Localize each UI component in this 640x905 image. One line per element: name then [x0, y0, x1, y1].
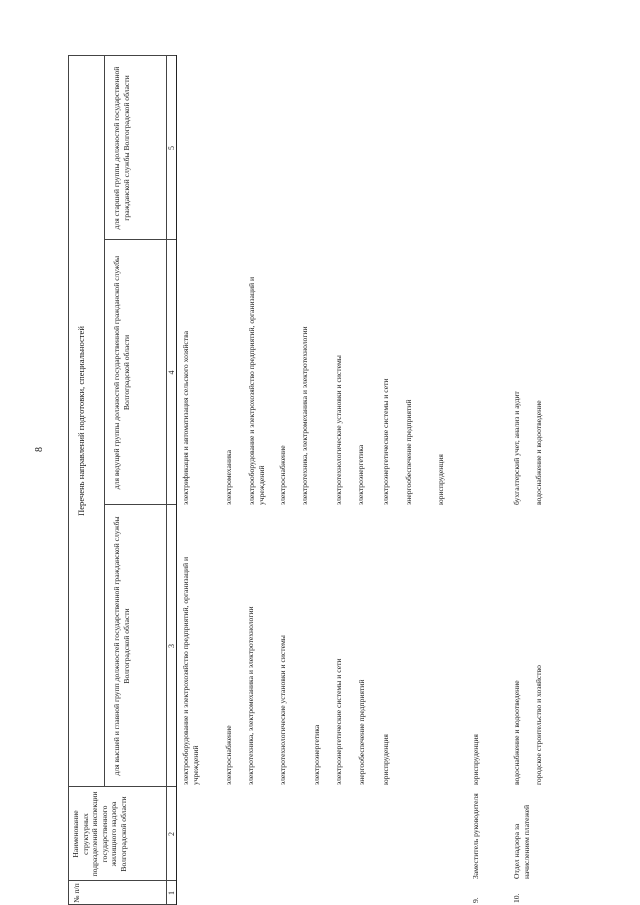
header-group-title: Перечень направлений подготовки, специальностей [76, 326, 86, 516]
list-item: электрооборудование и электрохозяйство предприятий, организаций и учреждений [181, 556, 200, 785]
row-10-specialty: водоснабжение и водоотведение [534, 400, 543, 505]
col-number-4: 4 [167, 370, 176, 375]
list-item: электромеханика [224, 450, 233, 505]
list-item: электротехника, электромеханика и электротехнологии [246, 606, 255, 785]
col-line-2 [68, 786, 176, 787]
row-10-name: Отдел надзора за начислением платежей [512, 804, 531, 879]
list-item: электроэнергетика [356, 444, 365, 505]
list-item: энергообеспечение предприятий [404, 399, 413, 505]
page-number: 8 [34, 447, 45, 452]
list-item: юриспруденция [381, 734, 390, 785]
col-number-1: 1 [167, 891, 176, 895]
list-item: электротехника, электромеханика и электротехнологии [300, 326, 309, 505]
column-numbers-line [176, 55, 177, 905]
col-line-5 [68, 55, 176, 56]
col-line-4 [104, 239, 176, 240]
list-item: электротехнологические установки и системы [278, 635, 287, 785]
list-item: электрооборудование и электрохозяйство предприятий, организаций и учреждений [247, 276, 266, 505]
row-10-specialty: бухгалтерский учет, анализ и аудит [512, 391, 521, 505]
row-10-specialty: городское строительство и хозяйство [534, 665, 543, 785]
row-9-number: 9. [471, 897, 480, 903]
row-10-number: 10. [512, 893, 521, 903]
specialties-table [66, 55, 546, 905]
header-senior-groups: для высшей и главной групп должностей государственной гражданской службы Волгоградской области [112, 516, 131, 776]
list-item: электроэнергетика [312, 724, 321, 785]
header-leading-group: для ведущей группы должностей государственной гражданской службы Волгоградской области [112, 255, 131, 490]
header-older-group: для старшей группы должностей государственной гражданской службы Волгоградской области [112, 66, 131, 230]
list-item: юриспруденция [436, 454, 445, 505]
list-item: электроснабжение [278, 445, 287, 505]
list-item: электроэнергетические системы и сети [334, 658, 343, 785]
row-10-specialty: водоснабжение и водоотведение [512, 680, 521, 785]
col-line-3 [104, 504, 176, 505]
list-item: электротехнологические установки и системы [334, 355, 343, 505]
table-top-line [68, 55, 69, 905]
group-header-line [104, 55, 105, 787]
header-num: № п/п [72, 883, 81, 903]
col-number-5: 5 [167, 146, 176, 150]
header-division-name: Наименование структурных подразделений инспекции государственного жилищного надзора Волгоградской области [71, 791, 128, 877]
list-item: электроэнергетические системы и сети [381, 378, 390, 505]
col-line-1 [68, 880, 176, 881]
col-number-2: 2 [167, 832, 176, 836]
row-9-specialty: юриспруденция [471, 734, 480, 785]
list-item: энергообеспечение предприятий [357, 679, 366, 785]
list-item: электрификация и автоматизация сельского хозяйства [181, 331, 190, 505]
col-number-3: 3 [167, 644, 176, 648]
row-9-name: Заместитель руководителя [471, 793, 480, 879]
list-item: электроснабжение [224, 725, 233, 785]
